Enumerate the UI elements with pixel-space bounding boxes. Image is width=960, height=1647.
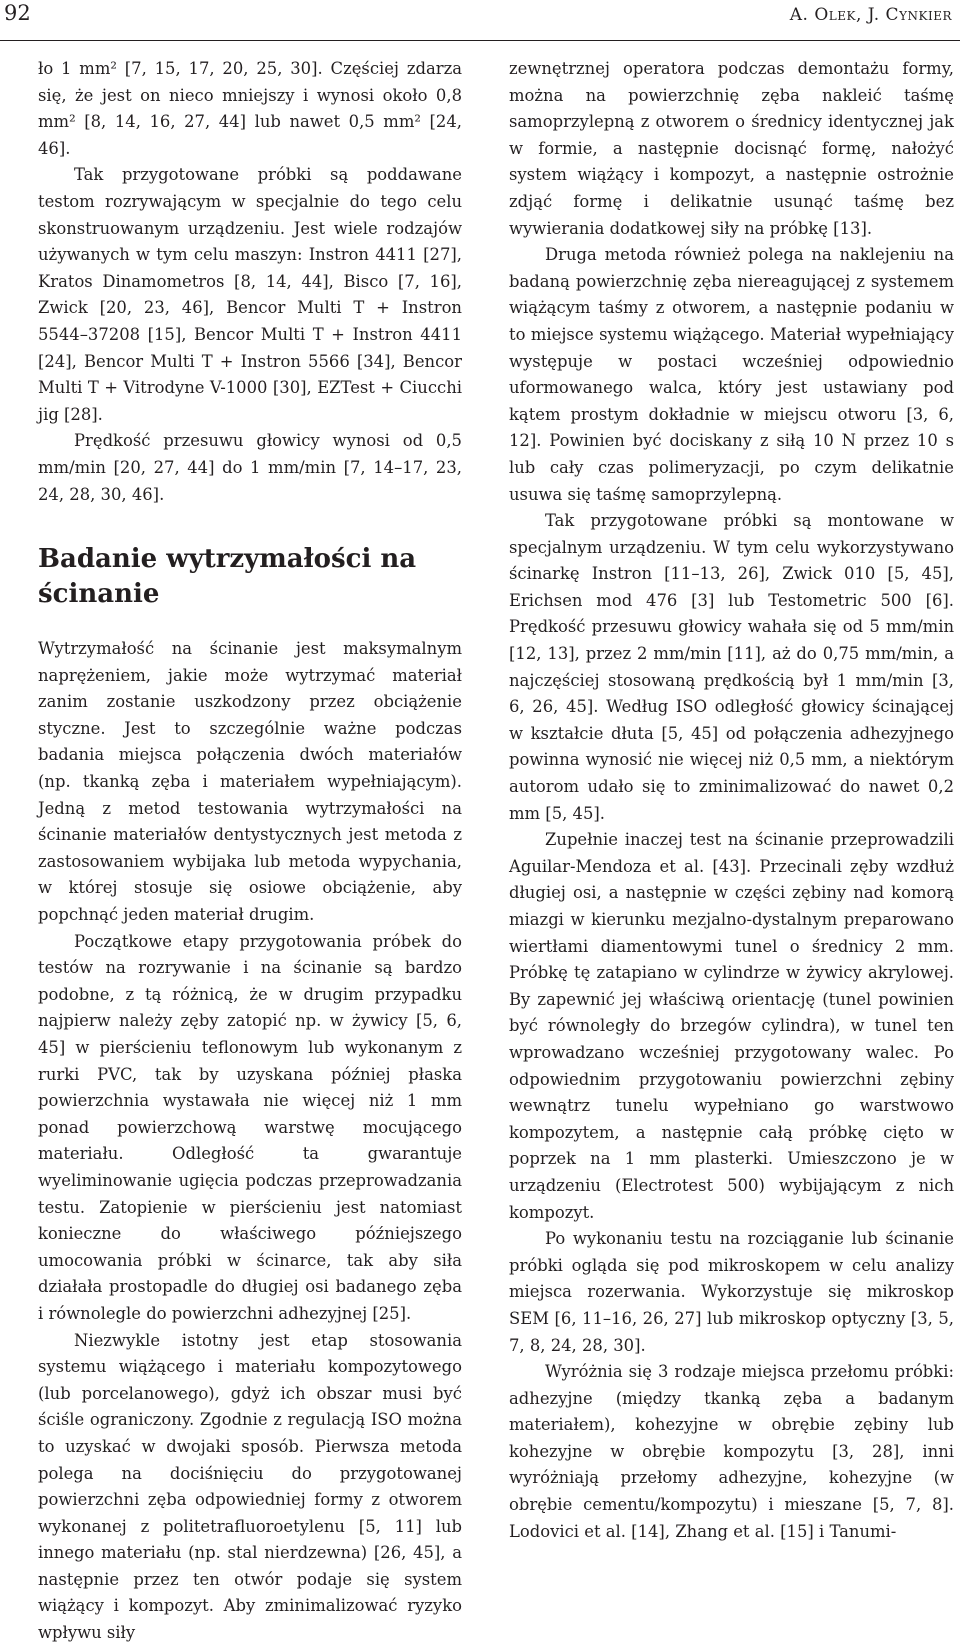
- paragraph: ło 1 mm² [7, 15, 17, 20, 25, 30]. Częściej zdarza się, że jest on nieco mniejszy i wynosi około 0,8 mm² [8, 14, 16, 27, 44] lub nawet 0,5 mm² [24, 46].: [38, 59, 462, 158]
- paragraph: Tak przygotowane próbki są montowane w specjalnym urządzeniu. W tym celu wykorzystywano ścinarkę Instron [11–13, 26], Zwick 010 [5, 45], Erichsen mod 476 [3] lub Testometric 500 [6]. Prędkość przesuwu głowicy wahała się od 5 mm/min [12, 13], przez 2 mm/min [11], aż do 0,75 mm/min, a najczęściej stosowaną prędkością był 1 mm/min [3, 6, 26, 45]. Według ISO odległość głowicy ścinającej w kształcie dłuta [5, 45] od połączenia adhezyjnego powinna wynosić nie więcej niż 0,5 mm, a niektórym autorom udało się to zminimalizować do nawet 0,2 mm [5, 45].: [509, 511, 954, 823]
- paragraph: Niezwykle istotny jest etap stosowania systemu wiążącego i materiału kompozytowego (lub porcelanowego), gdyż ich obszar musi być ściśle ograniczony. Zgodnie z regulacją ISO można to uzyskać w dwojaki sposób. Pierwsza metoda polega na dociśnięciu do przygotowanej powierzchni zęba odpowiedniej formy z otworem wykonanej z politetrafluoroetylenu [5, 11] lub innego materiału (np. stal nierdzewna) [26, 45], a następnie przez ten otwór podaje się system wiążący i kompozyt. Aby zminimalizować ryzyko wpływu siły: [38, 1330, 462, 1643]
- running-head-authors: A. Olek, J. Cynkier: [789, 5, 952, 25]
- right-column: [509, 56, 954, 1545]
- paragraph: zewnętrznej operatora podczas demontażu formy, można na powierzchnię zęba nakleić taśmę samoprzylepną z otworem o średnicy identycznej jak w formie, a następnie docisnąć formę, nałożyć system wiążący i kompozyt, a następnie ostrożnie zdjąć formę i delikatnie usunąć taśmę bez wywierania dodatkowej siły na próbkę [13].: [509, 59, 954, 238]
- paragraph: Wytrzymałość na ścinanie jest maksymalnym naprężeniem, jakie może wytrzymać materiał zanim zostanie uszkodzony przez obciążenie styczne. Jest to szczególnie ważne podczas badania miejsca połączenia dwóch materiałów (np. tkanką zęba i materiałem wypełniającym). Jedną z metod testowania wytrzymałości na ścinanie materiałów dentystycznych jest metoda z zastosowaniem wybijaka lub metoda wypychania, w której stosuje się osiowe obciążenie, aby popchnąć jeden materiał drugim.: [38, 639, 462, 925]
- paragraph: Prędkość przesuwu głowicy wynosi od 0,5 mm/min [20, 27, 44] do 1 mm/min [7, 14–17, 23, 24, 28, 30, 46].: [38, 431, 462, 504]
- paragraph: Tak przygotowane próbki są poddawane testom rozrywającym w specjalnie do tego celu skonstruowanym urządzeniu. Jest wiele rodzajów używanych w tym celu maszyn: Instron 4411 [27], Kratos Dinamometros [8, 14, 44], Bisco [7, 16], Zwick [20, 23, 46], Bencor Multi T + Instron 5544–37208 [15], Bencor Multi T + Instron 4411 [24], Bencor Multi T + Instron 5566 [34], Bencor Multi T + Vitrodyne V-1000 [30], EZTest + Ciucchi jig [28].: [38, 165, 462, 424]
- paragraph: Początkowe etapy przygotowania próbek do testów na rozrywanie i na ścinanie są bardzo podobne, z tą różnicą, że w drugim przypadku najpierw należy zęby zatopić np. w żywicy [5, 6, 45] w pierścieniu teflonowym lub wykonanym z rurki PVC, tak by uzyskana później płaska powierzchnia wystawała nie więcej niż 1 mm ponad powierzchową warstwę mocującego materiału. Odległość ta gwarantuje wyeliminowanie ugięcia podczas przeprowadzania testu. Zatopienie w pierścieniu jest natomiast konieczne do właściwego późniejszego umocowania próbki w ścinarce, tak aby siła działała prostopadle do długiej osi badanego zęba i równolegle do powierzchni adhezyjnej [25].: [38, 931, 462, 1323]
- paragraph: Wyróżnia się 3 rodzaje miejsca przełomu próbki: adhezyjne (między tkanką zęba a badanym materiałem), kohezyjne w obrębie zębiny lub kohezyjne w obrębie kompozytu [3, 28], inni wyróżniają przełomy adhezyjne, kohezyjne (w obrębie cementu/kompozytu) i mieszane [5, 7, 8]. Lodovici et al. [14], Zhang et al. [15] i Tanumi-: [509, 1362, 954, 1541]
- page-header: [0, 0, 960, 40]
- paragraph: Zupełnie inaczej test na ścinanie przeprowadzili Aguilar-Mendoza et al. [43]. Przecinali zęby wzdłuż długiej osi, a następnie w części zębiny nad komorą miazgi w kierunku mezjalno-dystalnym preparowano wiertłami diamentowymi tunel o średnicy 2 mm. Próbkę tę zatapiano w cylindrze w żywicy akrylowej. By zapewnić jej właściwą orientację (tunel powinien być równoległy do brzegów cylindra), w tunel ten wprowadzano wcześniej przygotowany walec. Po odpowiednim przygotowaniu powierzchni zębiny wewnątrz tunelu wypełniano go warstwowo kompozytem, a następnie całą próbkę cięto w poprzek na 1 mm plasterki. Umieszczono je w urządzeniu (Electrotest 500) wybijającym z nich kompozyt.: [509, 830, 954, 1222]
- paragraph: Po wykonaniu testu na rozciąganie lub ścinanie próbki ogląda się pod mikroskopem w celu analizy miejsca rozerwania. Wykorzystuje się mikroskop SEM [6, 11–16, 26, 27] lub mikroskop optyczny [3, 5, 7, 8, 24, 28, 30].: [509, 1229, 954, 1355]
- section-heading: Badanie wytrzymałości na ścinanie: [38, 544, 417, 610]
- page-number: 92: [4, 1, 31, 25]
- paragraph: Druga metoda również polega na naklejeniu na badaną powierzchnię zęba niereagującej z systemem wiążącym taśmy z otworem, a następnie podaniu w to miejsce systemu wiążącego. Materiał wypełniający występuje w postaci wcześniej odpowiednio uformowanego walca, który jest ustawiany pod kątem prostym dokładnie w miejscu otworu [3, 6, 12]. Powinien być dociskany z siłą 10 N przez 10 s lub cały czas polimeryzacji, po czym delikatnie usuwa się taśmę samoprzylepną.: [509, 245, 954, 504]
- left-column: [38, 56, 462, 1647]
- header-rule: [0, 40, 960, 41]
